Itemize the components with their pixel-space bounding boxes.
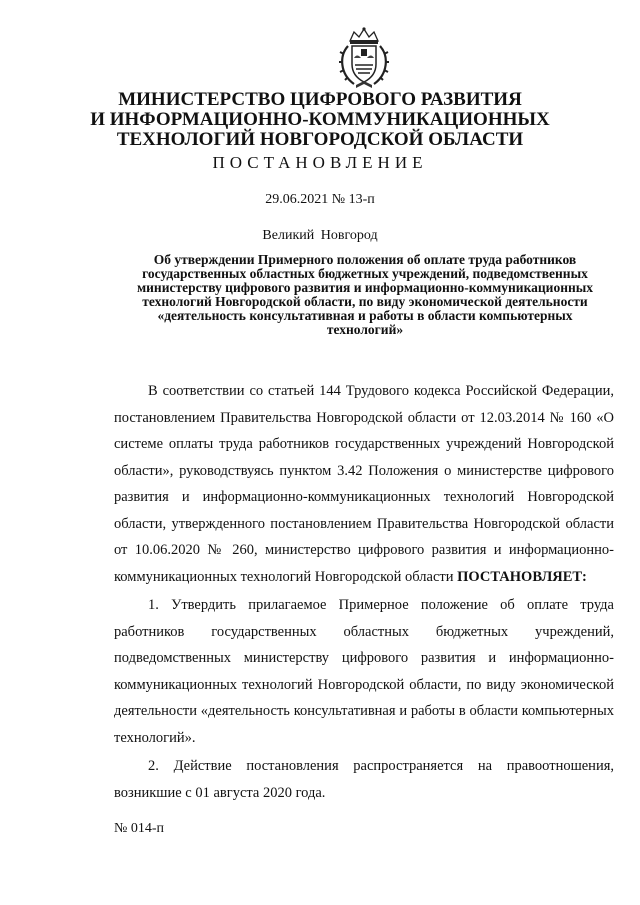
title-line: министерству цифрового развития и информационно-коммуникационных	[136, 280, 594, 295]
title-line: Об утверждении Примерного положения об оплате труда работников	[153, 252, 577, 267]
title-line: технологий»	[326, 322, 404, 337]
preamble-paragraph	[114, 378, 614, 590]
city: Великий Новгород	[262, 228, 378, 243]
ministry-line-3: ТЕХНОЛОГИЙ НОВГОРОДСКОЙ ОБЛАСТИ	[116, 129, 524, 150]
ministry-name	[60, 90, 580, 150]
ministry-line-1: МИНИСТЕРСТВО ЦИФРОВОГО РАЗВИТИЯ	[118, 89, 522, 110]
preamble-text: В соответствии со статьей 144 Трудового кодекса Российской Федерации, постановлением Правительства Новгородской области от 12.03.2014 № 160 «О системе оплаты труда работников государственных учреждений Новгородской области», руководствуясь пунктом 3.42 Положения о министерстве цифрового развития и информационно-коммуникационных технологий Новгородской области, утвержденного постановлением Правительства Новгородской области от 10.06.2020 № 260, министерство цифрового развития и информационно-коммуникационных технологий Новгородской области	[114, 383, 614, 585]
ministry-line-2: И ИНФОРМАЦИОННО-КОММУНИКАЦИОННЫХ	[90, 109, 550, 130]
novgorod-coat-of-arms-icon	[336, 26, 392, 90]
footer-number: № 014-п	[114, 821, 165, 836]
item-2-paragraph: 2. Действие постановления распространяется на правоотношения, возникшие с 01 августа 2020 года.	[114, 758, 614, 801]
document-type: ПОСТАНОВЛЕНИЕ	[212, 153, 428, 172]
title-line: технологий Новгородской области, по виду экономической деятельности	[142, 294, 588, 309]
decree-word: ПОСТАНОВЛЯЕТ:	[457, 568, 587, 585]
item-1-paragraph: 1. Утвердить прилагаемое Примерное положение об оплате труда работников государственных областных бюджетных учреждений, подведомственных министерству цифрового развития и информационно-коммуникационных технологий Новгородской области, по виду экономической деятельности «деятельность консультативная и работы в области компьютерных технологий».	[114, 597, 614, 746]
date-and-number: 29.06.2021 № 13-п	[265, 192, 375, 207]
title-line: «деятельность консультативная и работы в области компьютерных	[157, 308, 573, 323]
document-body	[114, 378, 614, 806]
document-title	[110, 253, 620, 337]
title-line: государственных областных бюджетных учреждений, подведомственных	[142, 266, 588, 281]
